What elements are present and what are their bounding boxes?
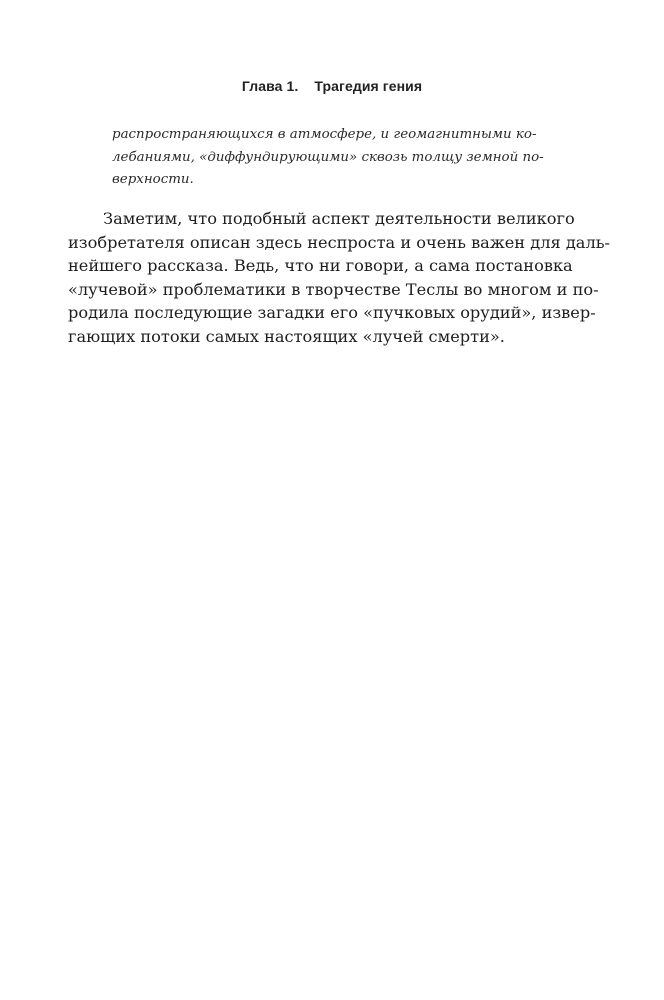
body-paragraph [68, 207, 611, 348]
quote-line: верхности. [112, 172, 194, 187]
paragraph-line: Заметим, что подобный аспект деятельности великого [103, 209, 575, 228]
chapter-number: Глава 1. [241, 78, 299, 94]
paragraph-line: гающих потоки самых настоящих «лучей смерти». [68, 326, 505, 346]
paragraph-line: «лучевой» проблематики в творчестве Теслы во многом и по- [68, 279, 599, 299]
quoted-passage [112, 124, 552, 192]
paragraph-line: нейшего рассказа. Ведь, что ни говори, а сама постановка [68, 256, 573, 275]
quote-line: распространяющихся в атмосфере, и геомагнитными ко- [112, 127, 537, 142]
paragraph-line: родила последующие загадки его «пучковых орудий», извер- [68, 303, 596, 322]
running-header [0, 78, 664, 94]
quote-line: лебаниями, «диффундирующими» сквозь толщу земной по- [112, 149, 544, 165]
chapter-title: Трагедия гения [314, 78, 423, 94]
paragraph-line: изобретателя описан здесь неспроста и очень важен для даль- [68, 232, 611, 252]
